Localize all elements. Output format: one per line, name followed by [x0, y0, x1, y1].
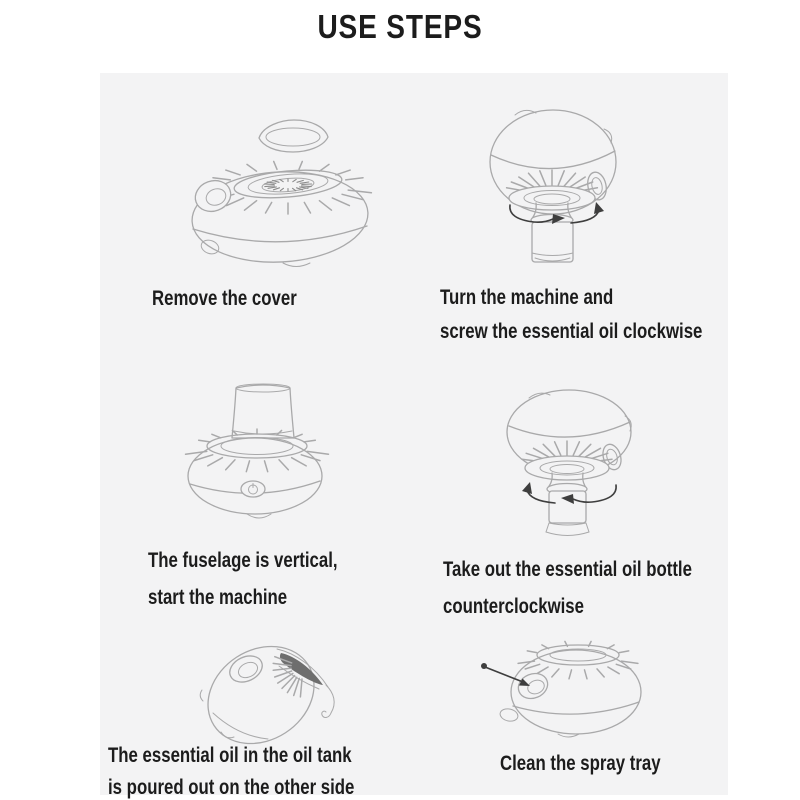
foot: [247, 514, 271, 518]
step-3-caption: The fuselage is vertical, start the machine: [148, 549, 338, 609]
bottle-rim: [525, 456, 609, 495]
step-1-illustration: [163, 104, 398, 276]
foot: [283, 263, 310, 267]
step-3-illustration: [173, 376, 338, 522]
step-2-caption: Turn the machine and screw the essential oil clockwise: [440, 286, 703, 343]
step-6-caption: Clean the spray tray: [500, 752, 661, 775]
power-button: [241, 481, 265, 497]
oil-bottle: [532, 222, 573, 262]
step-4-illustration: [497, 386, 652, 544]
step-5-illustration: [193, 633, 348, 753]
oil-bottle: [232, 384, 294, 438]
step-5-caption: The essential oil in the oil tank is poured out on the other side: [108, 744, 355, 799]
step-2-illustration: [468, 106, 653, 274]
step-4-caption: Take out the essential oil bottle counterclockwise: [443, 558, 692, 618]
diffuser-cover: [259, 120, 328, 152]
pour-spout: [322, 685, 334, 717]
page-title: USE STEPS: [317, 8, 483, 45]
button-bump: [200, 690, 203, 701]
step-6-illustration: [473, 636, 653, 741]
step-1-caption: Remove the cover: [152, 287, 297, 310]
diffuser-body: [188, 438, 322, 518]
